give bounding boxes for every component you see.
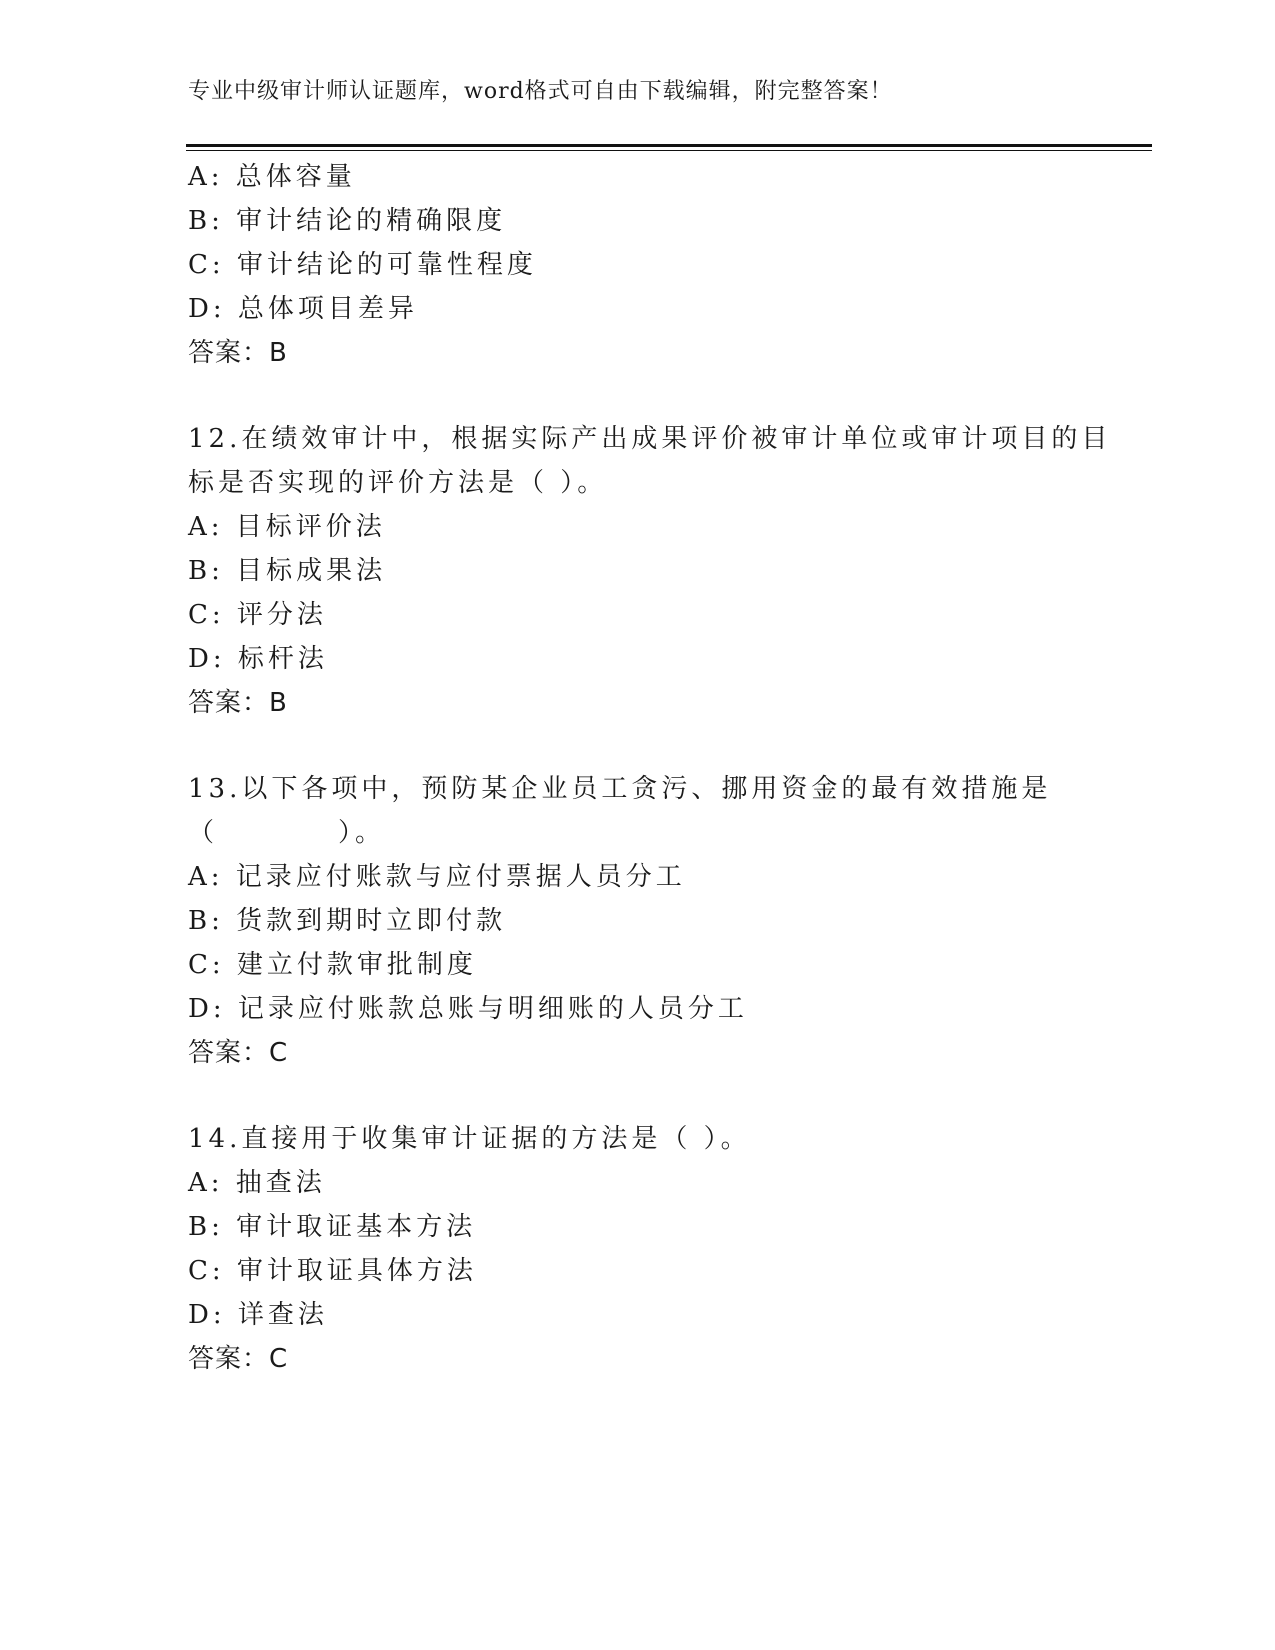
q13-stem-line-2: （ ）。: [188, 818, 386, 848]
q11-answer: 答案：B: [188, 338, 288, 368]
q13-stem-line-1: 13.以下各项中，预防某企业员工贪污、挪用资金的最有效措施是: [188, 774, 1052, 804]
q11-option-d: D: 总体项目差异: [188, 294, 418, 324]
q12-option-b: B: 目标成果法: [188, 556, 387, 586]
q11-option-b: B: 审计结论的精确限度: [188, 206, 507, 236]
q12-answer: 答案：B: [188, 688, 288, 718]
q14-stem-line-1: 14.直接用于收集审计证据的方法是（ ）。: [188, 1124, 751, 1154]
q11-option-c: C: 审计结论的可靠性程度: [188, 250, 537, 280]
q13-option-b: B: 货款到期时立即付款: [188, 906, 507, 936]
q14-option-a: A: 抽查法: [188, 1168, 326, 1198]
q14-answer: 答案：C: [188, 1344, 289, 1374]
header-rule-thick: [186, 144, 1152, 147]
q12-stem-line-2: 标是否实现的评价方法是（ ）。: [188, 468, 608, 498]
q12-option-c: C: 评分法: [188, 600, 327, 630]
q14-option-c: C: 审计取证具体方法: [188, 1256, 477, 1286]
q13-option-d: D: 记录应付账款总账与明细账的人员分工: [188, 994, 748, 1024]
q13-answer: 答案：C: [188, 1038, 289, 1068]
q12-option-a: A: 目标评价法: [188, 512, 386, 542]
page-header: 专业中级审计师认证题库，word格式可自由下载编辑，附完整答案！: [188, 79, 893, 104]
q12-option-d: D: 标杆法: [188, 644, 328, 674]
q11-option-a: A: 总体容量: [188, 162, 356, 192]
q14-option-d: D: 详查法: [188, 1300, 328, 1330]
q13-option-c: C: 建立付款审批制度: [188, 950, 477, 980]
q12-stem-line-1: 12.在绩效审计中，根据实际产出成果评价被审计单位或审计项目的目: [188, 424, 1112, 454]
header-rule-thin: [186, 150, 1152, 151]
q14-option-b: B: 审计取证基本方法: [188, 1212, 477, 1242]
q13-option-a: A: 记录应付账款与应付票据人员分工: [188, 862, 686, 892]
